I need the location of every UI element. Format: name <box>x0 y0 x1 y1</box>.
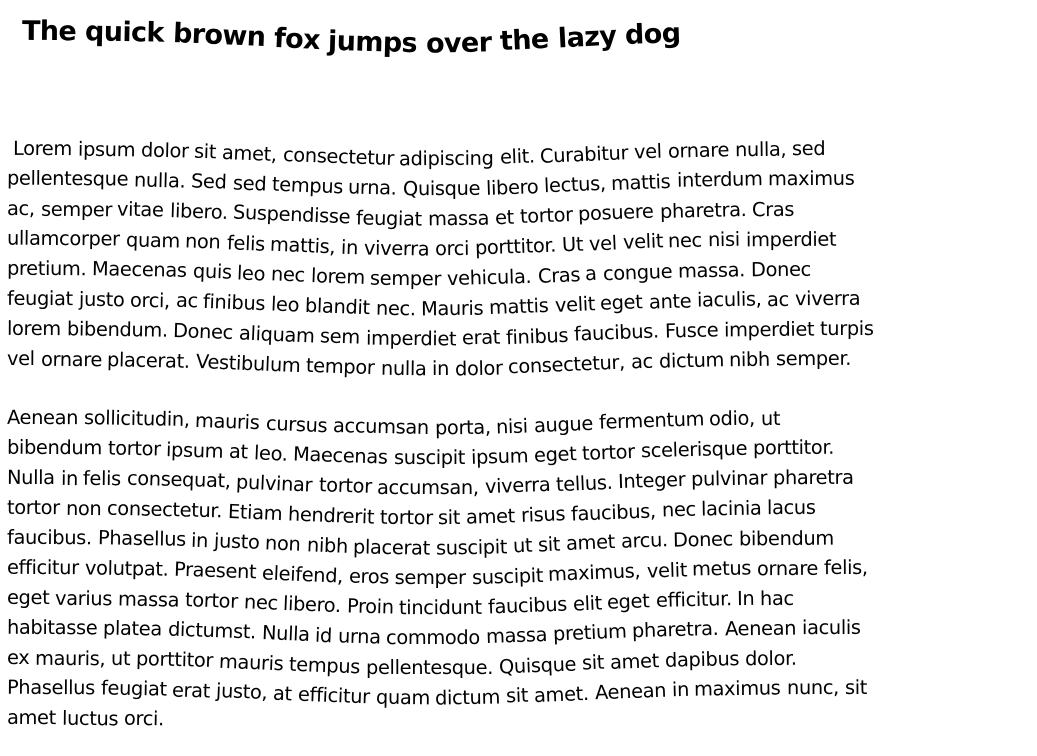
word: Sed <box>190 169 228 194</box>
word: efficitur <box>6 556 79 580</box>
word: pulvinar <box>690 466 768 491</box>
word: placerat. <box>107 347 191 373</box>
word: id <box>314 623 333 647</box>
word: at <box>272 681 293 706</box>
word: libero. <box>169 198 228 224</box>
word: platea <box>102 616 163 641</box>
word: nibh <box>729 347 771 372</box>
word: sit <box>537 532 561 557</box>
word: mattis, <box>269 232 336 259</box>
word: ac, <box>6 197 35 221</box>
word: Quisque <box>402 176 481 201</box>
word: adipiscing <box>399 146 495 171</box>
word: Quisque <box>498 652 577 679</box>
word: justo <box>78 287 125 312</box>
word: faucibus, <box>570 498 657 526</box>
word: Integer <box>617 467 686 494</box>
word: velit <box>554 292 596 317</box>
word: Aenean <box>6 406 79 430</box>
word: ac <box>766 287 790 311</box>
word: nibh <box>306 533 349 558</box>
word: dolor <box>140 138 189 163</box>
word: odio, <box>709 406 756 431</box>
word: amet <box>609 648 660 674</box>
word: sed <box>791 137 826 161</box>
word: mauris <box>195 408 261 434</box>
word: imperdiet <box>366 326 457 351</box>
word: suscipit <box>393 445 465 470</box>
word: faucibus. <box>6 526 92 550</box>
word: urna. <box>348 175 398 200</box>
word: Mauris <box>421 296 484 321</box>
paragraph-2 <box>7 403 1037 733</box>
word: pharetra. <box>659 197 747 223</box>
word: Cras <box>751 197 795 221</box>
word: tortor <box>318 473 372 499</box>
word: eleifend, <box>261 561 344 588</box>
word: The <box>21 16 77 48</box>
word: Vestibulum <box>195 349 301 377</box>
paragraph-line <box>6 403 1037 440</box>
word: dictumst. <box>167 617 257 644</box>
word: pellentesque. <box>366 655 494 680</box>
word: nulla <box>380 356 427 381</box>
word: maximus <box>767 167 855 191</box>
word: feugiat <box>6 287 73 311</box>
word: consectetur <box>282 143 395 171</box>
word: varius <box>55 586 113 610</box>
word: faucibus. <box>573 319 660 347</box>
word: Curabitur <box>539 140 629 168</box>
word: nulla. <box>133 168 186 193</box>
word: lacus <box>767 496 817 520</box>
word: bibendum <box>738 526 835 550</box>
word: in <box>191 528 209 553</box>
word: over <box>425 26 493 60</box>
word: libero. <box>282 592 342 618</box>
word: leo. <box>253 440 289 466</box>
word: sem <box>320 324 361 349</box>
word: porta, <box>434 415 491 440</box>
word: pretium <box>552 619 628 646</box>
word: massa. <box>677 257 746 283</box>
word: interdum <box>676 167 763 193</box>
word: quam <box>375 685 430 710</box>
word: pulvinar <box>236 470 314 497</box>
word: suscipit <box>471 563 543 589</box>
word: nec <box>668 228 703 253</box>
word: efficitur <box>297 682 371 709</box>
word: Donec <box>750 257 811 281</box>
word: Phasellus <box>97 526 186 552</box>
word: ut <box>111 646 131 671</box>
word: eget <box>533 442 577 467</box>
word: Fusce <box>664 318 719 343</box>
word: In <box>737 586 755 611</box>
word: Aenean <box>594 678 667 705</box>
word: ullamcorper <box>6 226 120 251</box>
word: Maecenas <box>293 442 389 469</box>
word: eget <box>600 290 644 315</box>
word: in <box>340 235 359 259</box>
word: bibendum. <box>66 317 168 342</box>
word: leo <box>236 261 266 286</box>
word: amet <box>465 504 516 529</box>
word: orci. <box>123 707 164 731</box>
word: Proin <box>346 594 394 619</box>
word: massa <box>485 623 548 649</box>
word: sit <box>438 505 461 529</box>
word: viverra <box>794 287 861 311</box>
word: vel <box>633 139 663 164</box>
word: Praesent <box>173 557 257 584</box>
word: aliquam <box>238 321 316 348</box>
word: at <box>229 439 249 464</box>
word: non <box>65 496 102 520</box>
word: Nulla <box>6 466 55 490</box>
word: velit <box>622 229 663 255</box>
word: tortor <box>519 203 573 229</box>
word: tempor <box>305 354 376 380</box>
word: eget <box>6 586 50 610</box>
word: sit <box>193 139 217 164</box>
word: mauris <box>218 649 285 675</box>
word: porttitor <box>136 647 214 673</box>
word: massa <box>117 586 180 612</box>
word: ipsum <box>77 137 135 162</box>
word: nulla, <box>734 137 787 161</box>
word: accumsan <box>332 414 430 440</box>
word: elit. <box>499 144 535 169</box>
word: sit <box>505 683 529 708</box>
word: vehicula. <box>447 265 532 291</box>
word: ac <box>630 350 654 374</box>
word: felis, <box>824 556 868 580</box>
word: efficitur. <box>655 586 732 612</box>
word: vel <box>6 347 35 371</box>
word: hendrerit <box>287 502 375 529</box>
word: et <box>494 205 515 230</box>
word: the <box>499 23 550 58</box>
word: dictum <box>658 348 724 373</box>
word: faucibus <box>487 592 568 619</box>
paragraph-1 <box>6 134 1037 381</box>
word: pretium. <box>6 257 87 281</box>
word: feugiat <box>356 205 423 231</box>
word: Donec <box>172 318 234 344</box>
word: brown <box>171 18 266 54</box>
word: arcu. <box>620 528 668 554</box>
word: finibus <box>202 289 266 316</box>
word: eros <box>348 564 390 589</box>
word: justo <box>213 529 261 554</box>
word: orci, <box>129 288 171 312</box>
word: ut <box>512 533 533 558</box>
word: Donec <box>672 527 734 552</box>
word: viverra <box>363 236 430 261</box>
word: imperdiet <box>723 317 815 342</box>
word: porttitor. <box>752 436 834 460</box>
word: amet <box>565 530 616 556</box>
word: porttitor. <box>474 234 557 260</box>
word: semper <box>40 197 112 221</box>
word: Ut <box>561 232 584 257</box>
word: ipsum <box>470 444 529 469</box>
word: erat <box>461 325 501 350</box>
word: congue <box>602 259 673 285</box>
word: mattis <box>488 294 550 320</box>
word: scelerisque <box>640 436 748 463</box>
word: lorem <box>310 264 366 290</box>
word: volutpat. <box>84 556 169 581</box>
word: mattis <box>611 169 672 195</box>
word: amet. <box>533 681 590 707</box>
word: imperdiet <box>745 227 837 251</box>
word: accumsan, <box>377 475 479 500</box>
word: tincidunt <box>399 595 483 620</box>
word: consectetur, <box>507 350 626 379</box>
word: tortor <box>379 505 433 530</box>
word: Nulla <box>261 621 310 647</box>
word: erat <box>172 678 211 703</box>
word: metus <box>692 556 752 581</box>
word: tortor <box>184 588 239 614</box>
word: placerat <box>353 535 431 560</box>
word: ante <box>648 288 692 314</box>
word: maximus, <box>547 559 642 587</box>
word: turpis <box>819 317 874 341</box>
word: lacinia <box>701 496 762 521</box>
word: amet <box>6 706 56 730</box>
word: non <box>265 531 302 556</box>
word: pharetra <box>773 466 854 490</box>
word: quick <box>84 16 165 50</box>
word: nec <box>661 497 696 522</box>
word: dog <box>624 18 682 51</box>
word: in <box>431 356 449 381</box>
word: luctus <box>61 706 119 730</box>
word: nec <box>243 590 278 615</box>
word: lorem <box>6 317 61 341</box>
word: consectetur. <box>106 496 223 523</box>
word: non <box>185 229 222 254</box>
word: fox <box>272 22 321 57</box>
word: tempus <box>289 652 361 679</box>
word: felis <box>83 466 122 491</box>
word: ex <box>6 646 30 670</box>
word: suscipit <box>435 534 508 560</box>
word: libero <box>485 174 539 200</box>
word: iaculis <box>801 616 861 640</box>
word: Etiam <box>227 499 283 525</box>
word: ipsum <box>166 437 224 463</box>
word: Suspendisse <box>232 200 352 229</box>
word: semper <box>394 566 466 589</box>
word: tortor <box>107 436 161 461</box>
word: bibendum <box>6 435 102 460</box>
word: blandit <box>304 294 371 320</box>
word: velit <box>646 558 687 583</box>
word: cursus <box>265 411 328 437</box>
word: augue <box>533 411 594 437</box>
page-heading <box>21 14 682 60</box>
word: tortor <box>581 439 636 465</box>
word: semper. <box>776 347 852 371</box>
word: ornare <box>667 138 730 163</box>
word: jumps <box>328 26 418 60</box>
word: orci <box>435 236 470 261</box>
word: tempus <box>271 172 344 199</box>
word: dapibus <box>664 646 740 672</box>
word: elit <box>572 591 603 616</box>
word: finibus <box>505 323 569 349</box>
word: mauris, <box>35 646 106 670</box>
word: semper <box>370 266 442 291</box>
word: a <box>584 262 598 286</box>
word: sit <box>844 676 867 700</box>
word: consequat, <box>126 466 231 493</box>
word: tortor <box>6 496 60 520</box>
word: habitasse <box>6 616 98 640</box>
word: fermentum <box>598 407 704 434</box>
word: tellus. <box>555 470 613 496</box>
word: eget <box>607 589 651 614</box>
word: ac <box>175 289 198 313</box>
word: quam <box>125 228 180 253</box>
word: Phasellus <box>6 676 95 700</box>
paragraph-line <box>7 134 1037 171</box>
word: feugiat <box>100 676 167 701</box>
word: justo, <box>215 679 268 705</box>
word: ornare <box>757 556 819 580</box>
word: urna <box>337 624 382 649</box>
word: pharetra. <box>632 617 720 643</box>
word: dolor. <box>744 646 797 670</box>
word: Maecenas <box>91 257 187 283</box>
word: sed <box>232 170 267 196</box>
word: felis <box>226 230 265 256</box>
word: iaculis, <box>696 287 762 312</box>
word: amet, <box>221 140 278 166</box>
word: leo <box>270 292 300 317</box>
word: dolor <box>454 355 503 381</box>
word: risus <box>520 502 566 528</box>
word: vitae <box>117 197 165 222</box>
word: sit <box>581 650 605 675</box>
word: commodo <box>386 625 481 650</box>
word: nisi <box>495 413 529 439</box>
word: pellentesque <box>6 166 129 191</box>
word: ornare <box>40 347 102 371</box>
word: quis <box>192 259 232 284</box>
word: nec <box>270 262 306 287</box>
word: ut <box>761 406 781 430</box>
word: nunc, <box>786 676 839 700</box>
word: hac <box>760 586 795 610</box>
word: nec. <box>375 296 416 321</box>
word: Lorem <box>12 137 72 161</box>
word: lectus, <box>543 171 607 198</box>
word: viverra <box>484 473 551 499</box>
word: Aenean <box>724 616 797 641</box>
word: in <box>671 678 689 702</box>
word: Cras <box>537 262 581 288</box>
word: in <box>60 466 78 490</box>
word: maximus <box>694 676 782 701</box>
word: massa <box>427 206 490 231</box>
word: vel <box>588 231 618 256</box>
word: posuere <box>577 199 655 226</box>
word: nisi <box>707 228 741 252</box>
word: sollicitudin, <box>83 406 190 432</box>
word: lazy <box>557 20 618 55</box>
word: dictum <box>435 685 501 710</box>
